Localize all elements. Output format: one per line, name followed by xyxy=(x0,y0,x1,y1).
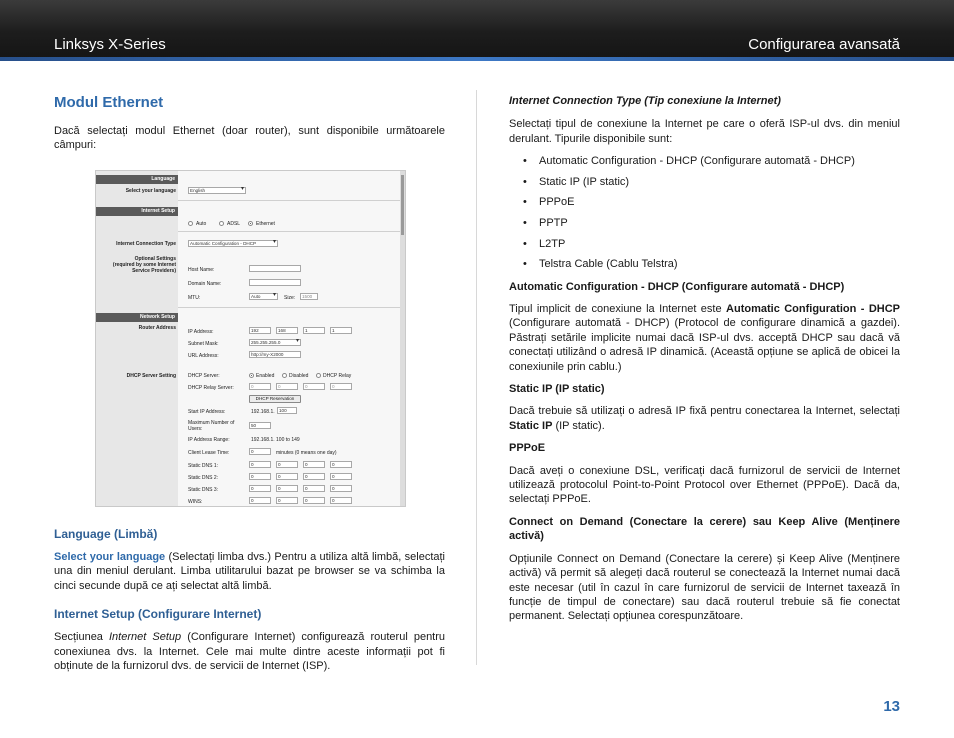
relay-octet-4[interactable]: 0 xyxy=(330,383,352,390)
host-name-input[interactable] xyxy=(249,265,301,272)
size-input[interactable]: 1500 xyxy=(300,293,318,300)
label-domain-name: Domain Name: xyxy=(188,281,222,287)
radio-ethernet[interactable] xyxy=(248,221,253,226)
list-item: • Static IP (IP static) xyxy=(523,175,900,189)
wins-octet-4[interactable]: 0 xyxy=(330,497,352,504)
connection-type-list xyxy=(523,154,900,271)
page-title: Modul Ethernet xyxy=(54,94,164,111)
screenshot-scrollbar xyxy=(400,171,405,507)
label-ip-address: IP Address: xyxy=(188,329,214,335)
wins-octet-1[interactable]: 0 xyxy=(249,497,271,504)
list-item: • PPTP xyxy=(523,216,900,230)
intro-paragraph: Dacă selectați modul Ethernet (doar router), sunt disponibile următoarele câmpuri: xyxy=(54,125,445,152)
label-ip-range: IP Address Range: xyxy=(188,437,230,443)
bar-network-setup: Network Setup xyxy=(96,313,178,322)
language-term: Select your language xyxy=(54,551,166,563)
url-input[interactable]: http://my-X2000 xyxy=(249,351,301,358)
connection-type-heading: Internet Connection Type (Tip conexiune la Internet) xyxy=(509,95,781,107)
list-item: • Telstra Cable (Cablu Telstra) xyxy=(523,257,900,271)
dhcp-heading: Automatic Configuration - DHCP (Configurare automată - DHCP) xyxy=(509,280,845,293)
static-text: (IP static). xyxy=(552,419,605,432)
dns2-octet-1[interactable]: 0 xyxy=(249,473,271,480)
dhcp-reservation-button[interactable]: DHCP Reservation xyxy=(249,395,301,403)
language-heading: Language (Limbă) xyxy=(54,527,158,541)
label-max-users-2: Users: xyxy=(188,426,203,432)
radio-disabled[interactable] xyxy=(282,373,287,378)
label-select-language: Select your language xyxy=(125,188,176,194)
router-settings-screenshot xyxy=(95,170,406,507)
label-optional-settings-3: Service Providers) xyxy=(132,268,176,274)
dns1-octet-4[interactable]: 0 xyxy=(330,461,352,468)
relay-octet-3[interactable]: 0 xyxy=(303,383,325,390)
label-dhcp-relay: DHCP Relay xyxy=(323,373,352,379)
setup-heading: Internet Setup (Configurare Internet) xyxy=(54,607,262,622)
label-adsl: ADSL xyxy=(227,221,241,227)
label-wins: WINS: xyxy=(188,499,203,505)
radio-enabled[interactable] xyxy=(249,373,254,378)
dns1-octet-2[interactable]: 0 xyxy=(276,461,298,468)
list-item: • Automatic Configuration - DHCP (Configurare automată - DHCP) xyxy=(523,154,900,168)
label-dns1: Static DNS 1: xyxy=(188,463,219,469)
wins-octet-2[interactable]: 0 xyxy=(276,497,298,504)
label-enabled: Enabled xyxy=(256,373,275,379)
label-size: Size: xyxy=(284,295,296,301)
bar-internet-setup: Internet Setup xyxy=(96,207,178,216)
dhcp-term: Automatic Configuration - DHCP xyxy=(726,303,900,315)
language-select[interactable]: English ▾ xyxy=(188,187,246,194)
relay-octet-1[interactable]: 0 xyxy=(249,383,271,390)
connection-type-intro: Selectați tipul de conexiune la Internet pe care o oferă ISP-ul dvs. din meniul derulant. Tipurile disponibile sunt: xyxy=(509,118,900,145)
radio-adsl[interactable] xyxy=(219,221,224,226)
label-dns2: Static DNS 2: xyxy=(188,475,219,481)
mtu-select[interactable]: Auto ▾ xyxy=(249,293,278,300)
connect-on-demand-paragraph: Opțiunile Connect on Demand (Conectare la cerere) și Keep Alive (Menținere activă) vă permit să alegeți dacă routerul se conectează la Internet numai dacă este necesar (util în cazul în care furnizorul de servicii de Internet taxează în funcție de timpul de conectare) sau dacă routerul trebuie să fie conectat permanent. Selectați opțiunea corespunzătoare. xyxy=(509,552,900,623)
label-host-name: Host Name: xyxy=(188,267,215,273)
dns3-octet-3[interactable]: 0 xyxy=(303,485,325,492)
ip-octet-3[interactable]: 1 xyxy=(303,327,325,334)
relay-octet-2[interactable]: 0 xyxy=(276,383,298,390)
label-max-users-1: Maximum Number of xyxy=(188,420,235,426)
header-accent-bar xyxy=(0,57,954,61)
dns2-octet-3[interactable]: 0 xyxy=(303,473,325,480)
pppoe-heading: PPPoE xyxy=(509,442,546,455)
dns3-octet-1[interactable]: 0 xyxy=(249,485,271,492)
label-relay-server: DHCP Relay Server: xyxy=(188,385,234,391)
static-heading: Static IP (IP static) xyxy=(509,383,605,396)
static-pre: Dacă trebuie să utilizați o adresă IP fixă pentru conectarea la Internet, selectați xyxy=(509,405,900,418)
label-connection-type: Internet Connection Type xyxy=(116,241,176,247)
dhcp-paragraph xyxy=(509,302,900,374)
list-item: • PPPoE xyxy=(523,195,900,209)
dns3-octet-2[interactable]: 0 xyxy=(276,485,298,492)
ip-octet-4[interactable]: 1 xyxy=(330,327,352,334)
bar-language: Language xyxy=(96,175,178,184)
page-header xyxy=(0,0,954,58)
label-optional-settings-2: (required by some Internet xyxy=(112,262,176,268)
label-ethernet: Ethernet xyxy=(256,221,275,227)
dns2-octet-2[interactable]: 0 xyxy=(276,473,298,480)
label-optional-settings-1: Optional Settings xyxy=(134,256,176,262)
static-paragraph xyxy=(509,404,900,433)
start-ip-prefix: 192.168.1. xyxy=(251,409,275,415)
setup-text: (Configurare Internet) configurează routerul pentru conexiunea dvs. la Internet. Cele mai multe dintre aceste informații pot fi obținute de la furnizorul dvs. de servicii de Internet (ISP). xyxy=(54,631,446,673)
setup-term: Internet Setup xyxy=(109,631,182,644)
pppoe-paragraph: Dacă aveți o conexiune DSL, verificați dacă furnizorul de servicii de Internet utilizează protocolul Point-to-Point Protocol over Ethernet (PPPoE). Dacă da, selectați PPPoE. xyxy=(509,464,900,506)
label-subnet: Subnet Mask: xyxy=(188,341,219,347)
language-paragraph xyxy=(54,550,445,593)
brand-title: Linksys X-Series xyxy=(54,36,166,53)
setup-pre: Secțiunea xyxy=(54,631,109,644)
dns2-octet-4[interactable]: 0 xyxy=(330,473,352,480)
dns3-octet-4[interactable]: 0 xyxy=(330,485,352,492)
subnet-select[interactable]: 255.255.255.0 ▾ xyxy=(249,339,301,346)
dns1-octet-3[interactable]: 0 xyxy=(303,461,325,468)
radio-auto[interactable] xyxy=(188,221,193,226)
lease-unit: minutes (0 means one day) xyxy=(276,450,337,456)
static-term: Static IP xyxy=(509,419,553,432)
label-dhcp-server: DHCP Server: xyxy=(188,373,220,379)
ip-octet-1[interactable]: 192 xyxy=(249,327,271,334)
ip-octet-2[interactable]: 168 xyxy=(276,327,298,334)
wins-octet-3[interactable]: 0 xyxy=(303,497,325,504)
connection-type-select[interactable]: Automatic Configuration - DHCP ▾ xyxy=(188,240,278,247)
dhcp-text: (Configurare automată - DHCP) (Protocol de configurare dinamică a gazdei). Păstrați setările implicite numai dacă ISP-ul dvs. acceptă DHCP sau dacă vă conectați utilizând o adresă IP dinamică. (Această opțiune se aplică de obicei la conexiunile prin cablu.) xyxy=(509,317,900,373)
start-ip-input[interactable]: 100 xyxy=(277,407,297,414)
dhcp-pre: Tipul implicit de conexiune la Internet este xyxy=(509,303,727,315)
right-column xyxy=(509,92,900,632)
column-divider xyxy=(476,90,477,665)
label-dhcp-setting: DHCP Server Setting xyxy=(126,373,176,379)
language-text: (Selectați limba dvs.) Pentru a utiliza altă limbă, selectați una din meniul derulant. Limba utilitarului bazat pe browser se va schimba la cinci secunde după ce ați selectat altă limbă. xyxy=(54,551,445,592)
radio-dhcp-relay[interactable] xyxy=(316,373,321,378)
connect-on-demand-heading: Connect on Demand (Conectare la cerere) sau Keep Alive (Menținere activă) xyxy=(509,515,900,543)
max-users-input[interactable]: 50 xyxy=(249,422,271,429)
screenshot-sidebar xyxy=(96,171,178,507)
setup-paragraph xyxy=(54,630,445,673)
section-title: Configurarea avansată xyxy=(748,36,900,53)
label-router-address: Router Address xyxy=(138,325,176,331)
label-disabled: Disabled xyxy=(289,373,309,379)
dns1-octet-1[interactable]: 0 xyxy=(249,461,271,468)
list-item: • L2TP xyxy=(523,237,900,251)
label-lease: Client Lease Time: xyxy=(188,450,230,456)
domain-name-input[interactable] xyxy=(249,279,301,286)
ip-range-value: 192.168.1. 100 to 149 xyxy=(251,437,300,443)
left-column xyxy=(54,92,445,161)
label-dns3: Static DNS 3: xyxy=(188,487,219,493)
label-start-ip: Start IP Address: xyxy=(188,409,226,415)
left-column-lower xyxy=(54,527,445,681)
label-auto: Auto xyxy=(196,221,207,227)
page-number: 13 xyxy=(883,698,900,715)
label-url: URL Address: xyxy=(188,353,219,359)
label-mtu: MTU: xyxy=(188,295,201,301)
lease-input[interactable]: 0 xyxy=(249,448,271,455)
